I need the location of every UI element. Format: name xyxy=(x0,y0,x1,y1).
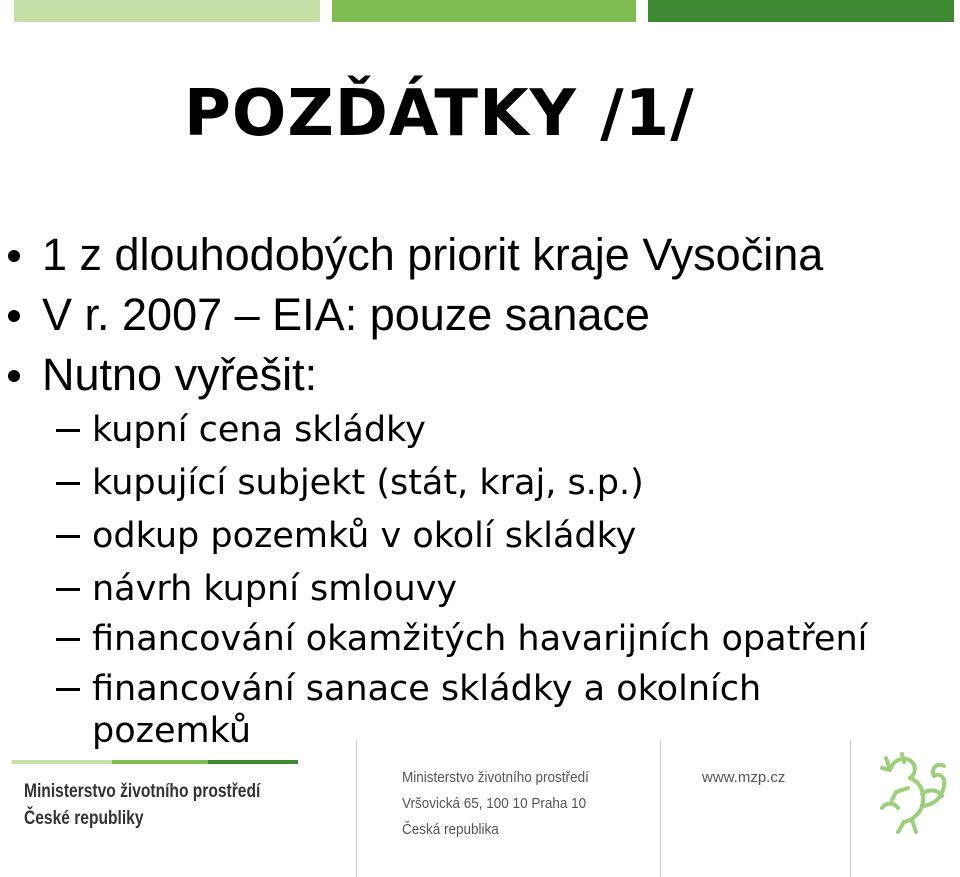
czech-lion-icon xyxy=(872,748,952,838)
sub-item-text: financování sanace skládky a okolních xyxy=(92,669,762,709)
header-band-dark xyxy=(648,0,954,22)
ministry-name-line2: České republiky xyxy=(24,808,144,829)
bullet-dot-icon xyxy=(8,250,20,262)
bullet-text: Nutno vyřešit: xyxy=(42,349,318,400)
bullet-dot-icon xyxy=(8,370,20,382)
sub-item-text: financování okamžitých havarijních opatření xyxy=(92,619,868,659)
dash-marker-icon xyxy=(56,482,80,485)
footer-divider xyxy=(660,740,661,877)
sub-item-text: kupní cena skládky xyxy=(92,410,426,450)
header-band-mid xyxy=(332,0,636,22)
bullet-text: 1 z dlouhodobých priorit kraje Vysočina xyxy=(42,229,824,280)
footer-color-line xyxy=(12,760,298,764)
sub-item-text: odkup pozemků v okolí skládky xyxy=(92,516,637,556)
dash-marker-icon xyxy=(56,535,80,538)
footer-divider xyxy=(356,740,357,877)
dash-marker-icon xyxy=(56,588,80,591)
dash-marker-icon xyxy=(56,688,80,691)
footer-website-link[interactable]: www.mzp.cz xyxy=(702,769,786,786)
slide-title: POZĎÁTKY /1/ xyxy=(184,77,695,151)
footer-address xyxy=(402,765,589,843)
ministry-name-line1: Ministerstvo životního prostředí xyxy=(24,781,261,802)
bullet-dot-icon xyxy=(8,310,20,322)
sub-item-text: kupující subjekt (stát, kraj, s.p.) xyxy=(92,463,644,503)
address-line-3: Česká republika xyxy=(402,821,499,838)
address-line-2: Vršovická 65, 100 10 Praha 10 xyxy=(402,795,587,812)
ministry-logo-text xyxy=(24,778,260,832)
sub-item-text-continuation: pozemků xyxy=(92,711,252,751)
bullet-text: V r. 2007 – EIA: pouze sanace xyxy=(42,289,650,340)
address-line-1: Ministerstvo životního prostředí xyxy=(402,769,589,786)
sub-item-text: návrh kupní smlouvy xyxy=(92,569,458,609)
dash-marker-icon xyxy=(56,638,80,641)
dash-marker-icon xyxy=(56,429,80,432)
header-band-light xyxy=(14,0,320,22)
footer-divider xyxy=(850,740,851,877)
